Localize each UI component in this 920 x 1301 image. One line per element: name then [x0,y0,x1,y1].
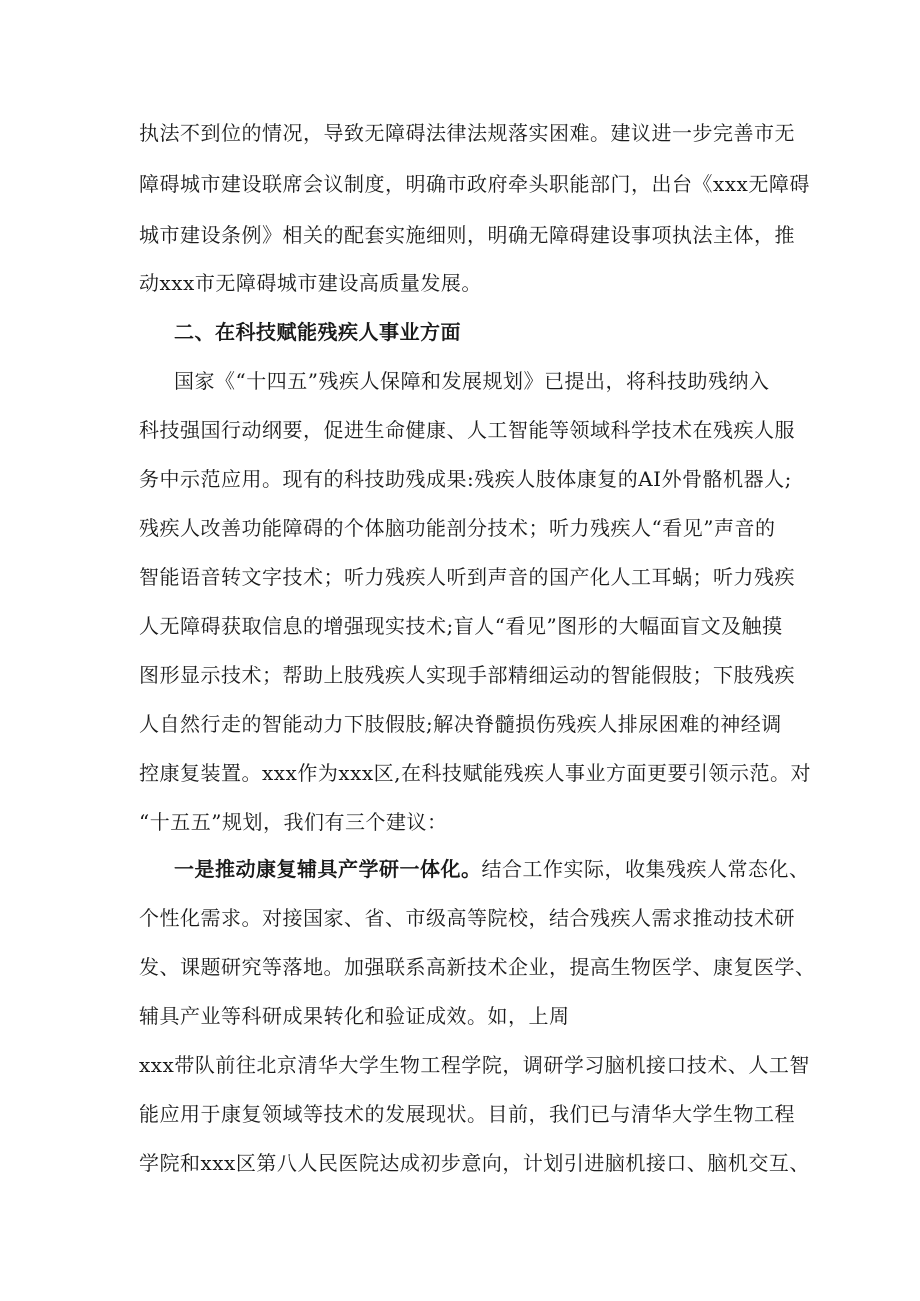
paragraph-line: “十五五”规划，我们有三个建议： [139,810,448,834]
paragraph-line: 城市建设条例》相关的配套实施细则，明确无障碍建设事项执法主体，推 [139,223,795,247]
paragraph-line: 务中示范应用。现有的科技助残成果:残疾人肢体康复的AI外骨骼机器人; [139,467,792,491]
paragraph-line: 个性化需求。对接国家、省、市级高等院校，结合残疾人需求推动技术研 [139,906,795,930]
paragraph-line: 执法不到位的情况，导致无障碍法律法规落实困难。建议进一步完善市无 [139,121,795,145]
paragraph-line: xxx带队前往北京清华大学生物工程学院，调研学习脑机接口技术、人工智 [139,1053,810,1077]
paragraph-line: 辅具产业等科研成果转化和验证成效。如，上周 [139,1004,570,1028]
paragraph-line: 学院和xxx区第八人民医院达成初步意向，计划引进脑机接口、脑机交互、 [139,1151,810,1175]
paragraph-line: 人自然行走的智能动力下肢假肢;解决脊髓损伤残疾人排尿困难的神经调 [139,712,782,736]
section-heading: 二、在科技赋能残疾人事业方面 [174,320,461,344]
paragraph-line: 动xxx市无障碍城市建设高质量发展。 [139,271,482,295]
paragraph-line: 智能语音转文字技术；听力残疾人听到声音的国产化人工耳蜗；听力残疾 [139,565,795,589]
paragraph-line: 人无障碍获取信息的增强现实技术;盲人“看见”图形的大幅面盲文及触摸 [139,614,783,638]
recommendation-text: 结合工作实际，收集残疾人常态化、 [481,857,810,881]
paragraph-line: 控康复装置。xxx作为xxx区,在科技赋能残疾人事业方面更要引领示范。对 [139,761,812,785]
paragraph-line: 国家《“十四五”残疾人保障和发展规划》已提出，将科技助残纳入 [174,369,770,393]
paragraph-line: 残疾人改善功能障碍的个体脑功能剖分技术；听力残疾人“看见”声音的 [139,516,776,540]
paragraph-line: 科技强国行动纲要，促进生命健康、人工智能等领域科学技术在残疾人服 [139,418,795,442]
paragraph-line: 能应用于康复领域等技术的发展现状。目前，我们已与清华大学生物工程 [139,1102,795,1126]
paragraph-line [174,857,810,881]
paragraph-line: 发、课题研究等落地。加强联系高新技术企业，提高生物医学、康复医学、 [139,955,816,979]
paragraph-line: 图形显示技术；帮助上肢残疾人实现手部精细运动的智能假肢；下肢残疾 [139,663,795,687]
paragraph-line: 障碍城市建设联席会议制度，明确市政府牵头职能部门，出台《xxx无障碍 [139,172,810,196]
recommendation-heading: 一是推动康复辅具产学研一体化。 [174,857,482,881]
